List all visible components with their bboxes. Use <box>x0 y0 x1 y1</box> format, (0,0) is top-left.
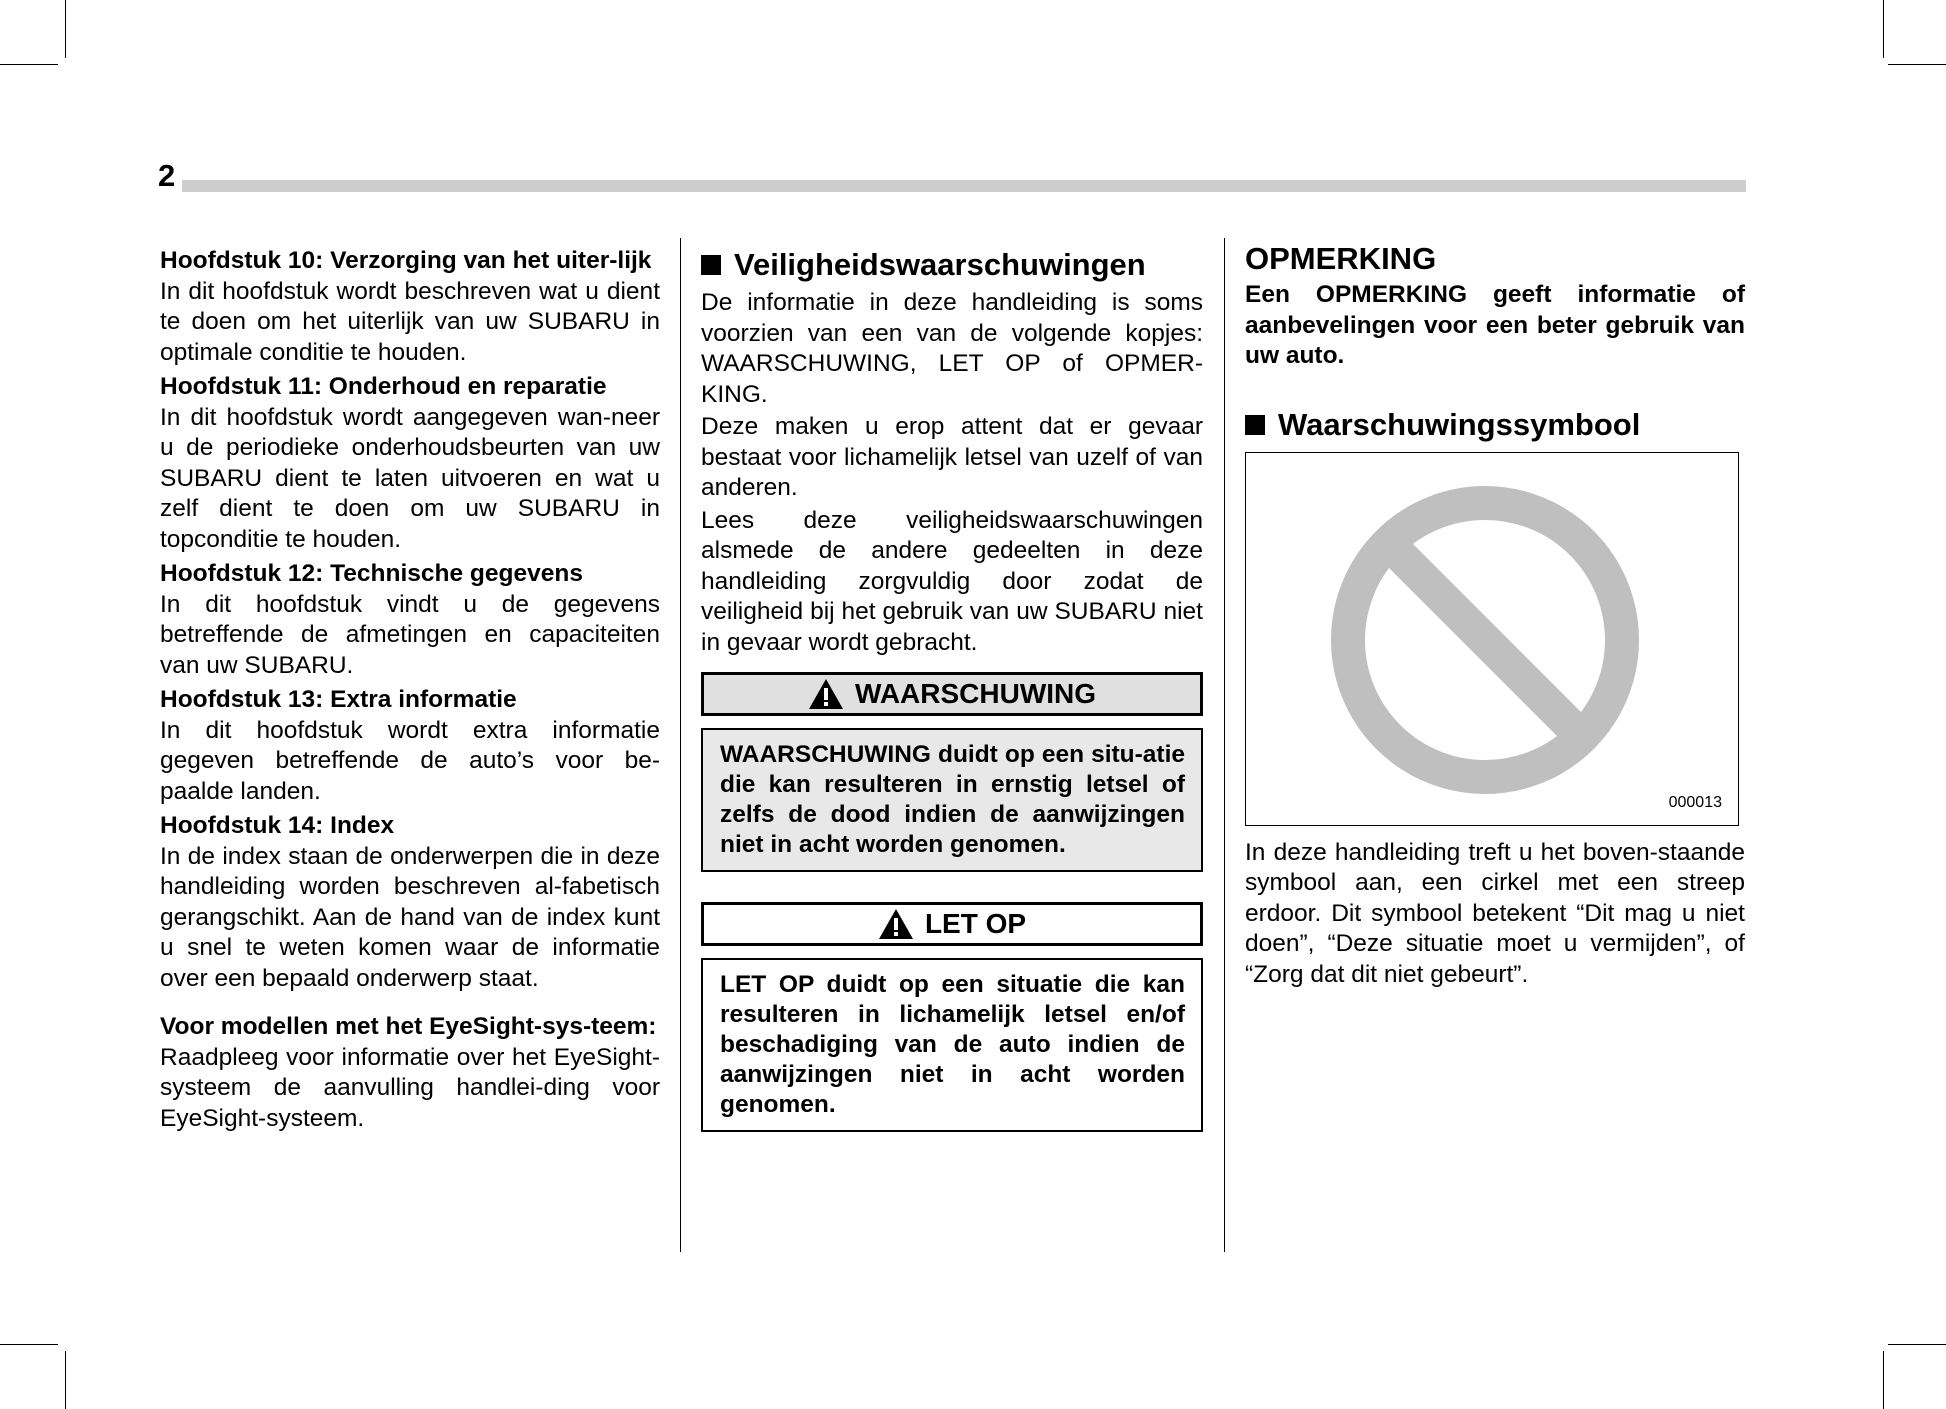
crop-mark <box>65 0 66 58</box>
safety-paragraph: De informatie in deze handleiding is soms voorzien van een van de volgende kopjes: WAARSCHUWING, LET OP of OPMER-KING. <box>701 289 1203 408</box>
safety-paragraph: Lees deze veiligheidswaarschuwingen alsmede de andere gedeelten in deze handleiding zorgvuldig door zodat de veiligheid bij het gebruik van uw SUBARU niet in gevaar wordt gebracht. <box>701 506 1203 656</box>
chapter-13-text: In dit hoofdstuk wordt extra informatie gegeven betreffende de auto’s voor be-paalde landen. <box>160 716 660 805</box>
prohibition-icon <box>1328 483 1642 797</box>
safety-paragraph: Deze maken u erop attent dat er gevaar bestaat voor lichamelijk letsel van uzelf of van anderen. <box>701 413 1203 501</box>
column-notes <box>1245 240 1745 990</box>
note-title: OPMERKING <box>1245 241 1437 276</box>
symbol-heading <box>1245 406 1745 444</box>
warning-header <box>701 672 1203 716</box>
crop-mark <box>1883 0 1884 58</box>
symbol-heading-text: Waarschuwingssymbool <box>1278 406 1641 442</box>
caution-text: LET OP duidt op een situatie die kan resulteren in lichamelijk letsel en/of beschadiging van de auto indien de aanwijzingen niet in acht worden genomen. <box>701 958 1203 1132</box>
header-rule <box>182 180 1746 192</box>
symbol-text: In deze handleiding treft u het boven-staande symbool aan, een cirkel met een streep erdoor. Dit symbool betekent “Dit mag u niet doen”, “Deze situatie moet u vermijden”, of “Zorg dat dit niet gebeurt”. <box>1245 838 1745 988</box>
chapter-10-text: In dit hoofdstuk wordt beschreven wat u dient te doen om het uiterlijk van uw SUBARU in optimale conditie te houden. <box>160 277 660 366</box>
warning-text: WAARSCHUWING duidt op een situ-atie die kan resulteren in ernstig letsel of zelfs de dood indien de aanwijzingen niet in acht worden genomen. <box>701 728 1203 872</box>
crop-mark <box>1888 64 1946 65</box>
symbol-figure <box>1245 452 1739 826</box>
figure-id: 000013 <box>1668 793 1722 811</box>
chapter-12-heading: Hoofdstuk 12: Technische gegevens <box>160 560 583 587</box>
column-safety <box>701 246 1203 1132</box>
warning-triangle-icon <box>808 678 844 710</box>
warning-label: WAARSCHUWING <box>854 678 1097 709</box>
chapter-11-text: In dit hoofdstuk wordt aangegeven wan-neer u de periodieke onderhoudsbeurten van uw SUBARU dient te laten uitvoeren en wat u zelf dient te doen om uw SUBARU in topconditie te houden. <box>160 403 660 553</box>
column-chapters <box>160 246 660 1134</box>
chapter-14-heading: Hoofdstuk 14: Index <box>160 812 395 839</box>
note-text: Een OPMERKING geeft informatie of aanbevelingen voor een beter gebruik van uw auto. <box>1245 281 1745 369</box>
chapter-11-heading: Hoofdstuk 11: Onderhoud en reparatie <box>160 373 607 400</box>
eyesight-heading: Voor modellen met het EyeSight-sys-teem: <box>160 1013 657 1040</box>
page-number: 2 <box>158 158 176 193</box>
caution-label: LET OP <box>924 908 1027 939</box>
chapter-10-heading: Hoofdstuk 10: Verzorging van het uiter-lijk <box>160 247 652 274</box>
crop-mark <box>0 1344 58 1345</box>
eyesight-text: Raadpleeg voor informatie over het EyeSight-systeem de aanvulling handlei-ding voor EyeSight-systeem. <box>160 1043 660 1132</box>
crop-mark <box>1883 1351 1884 1409</box>
safety-heading-text: Veiligheidswaarschuwingen <box>734 247 1146 282</box>
crop-mark <box>0 64 58 65</box>
caution-header <box>701 902 1203 946</box>
chapter-14-text: In de index staan de onderwerpen die in deze handleiding worden beschreven al-fabetisch gerangschikt. Aan de hand van de index kunt u snel te weten komen waar de informatie over een bepaald onderwerp staat. <box>160 842 660 992</box>
square-bullet-icon <box>1245 415 1265 435</box>
chapter-13-heading: Hoofdstuk 13: Extra informatie <box>160 686 517 713</box>
square-bullet-icon <box>701 255 721 275</box>
chapter-12-text: In dit hoofdstuk vindt u de gegevens betreffende de afmetingen en capaciteiten van uw SUBARU. <box>160 590 660 679</box>
crop-mark <box>1888 1344 1946 1345</box>
warning-triangle-icon <box>878 908 914 940</box>
safety-heading <box>701 246 1203 284</box>
crop-mark <box>65 1351 66 1409</box>
column-divider <box>1224 238 1225 1252</box>
column-divider <box>680 238 681 1252</box>
